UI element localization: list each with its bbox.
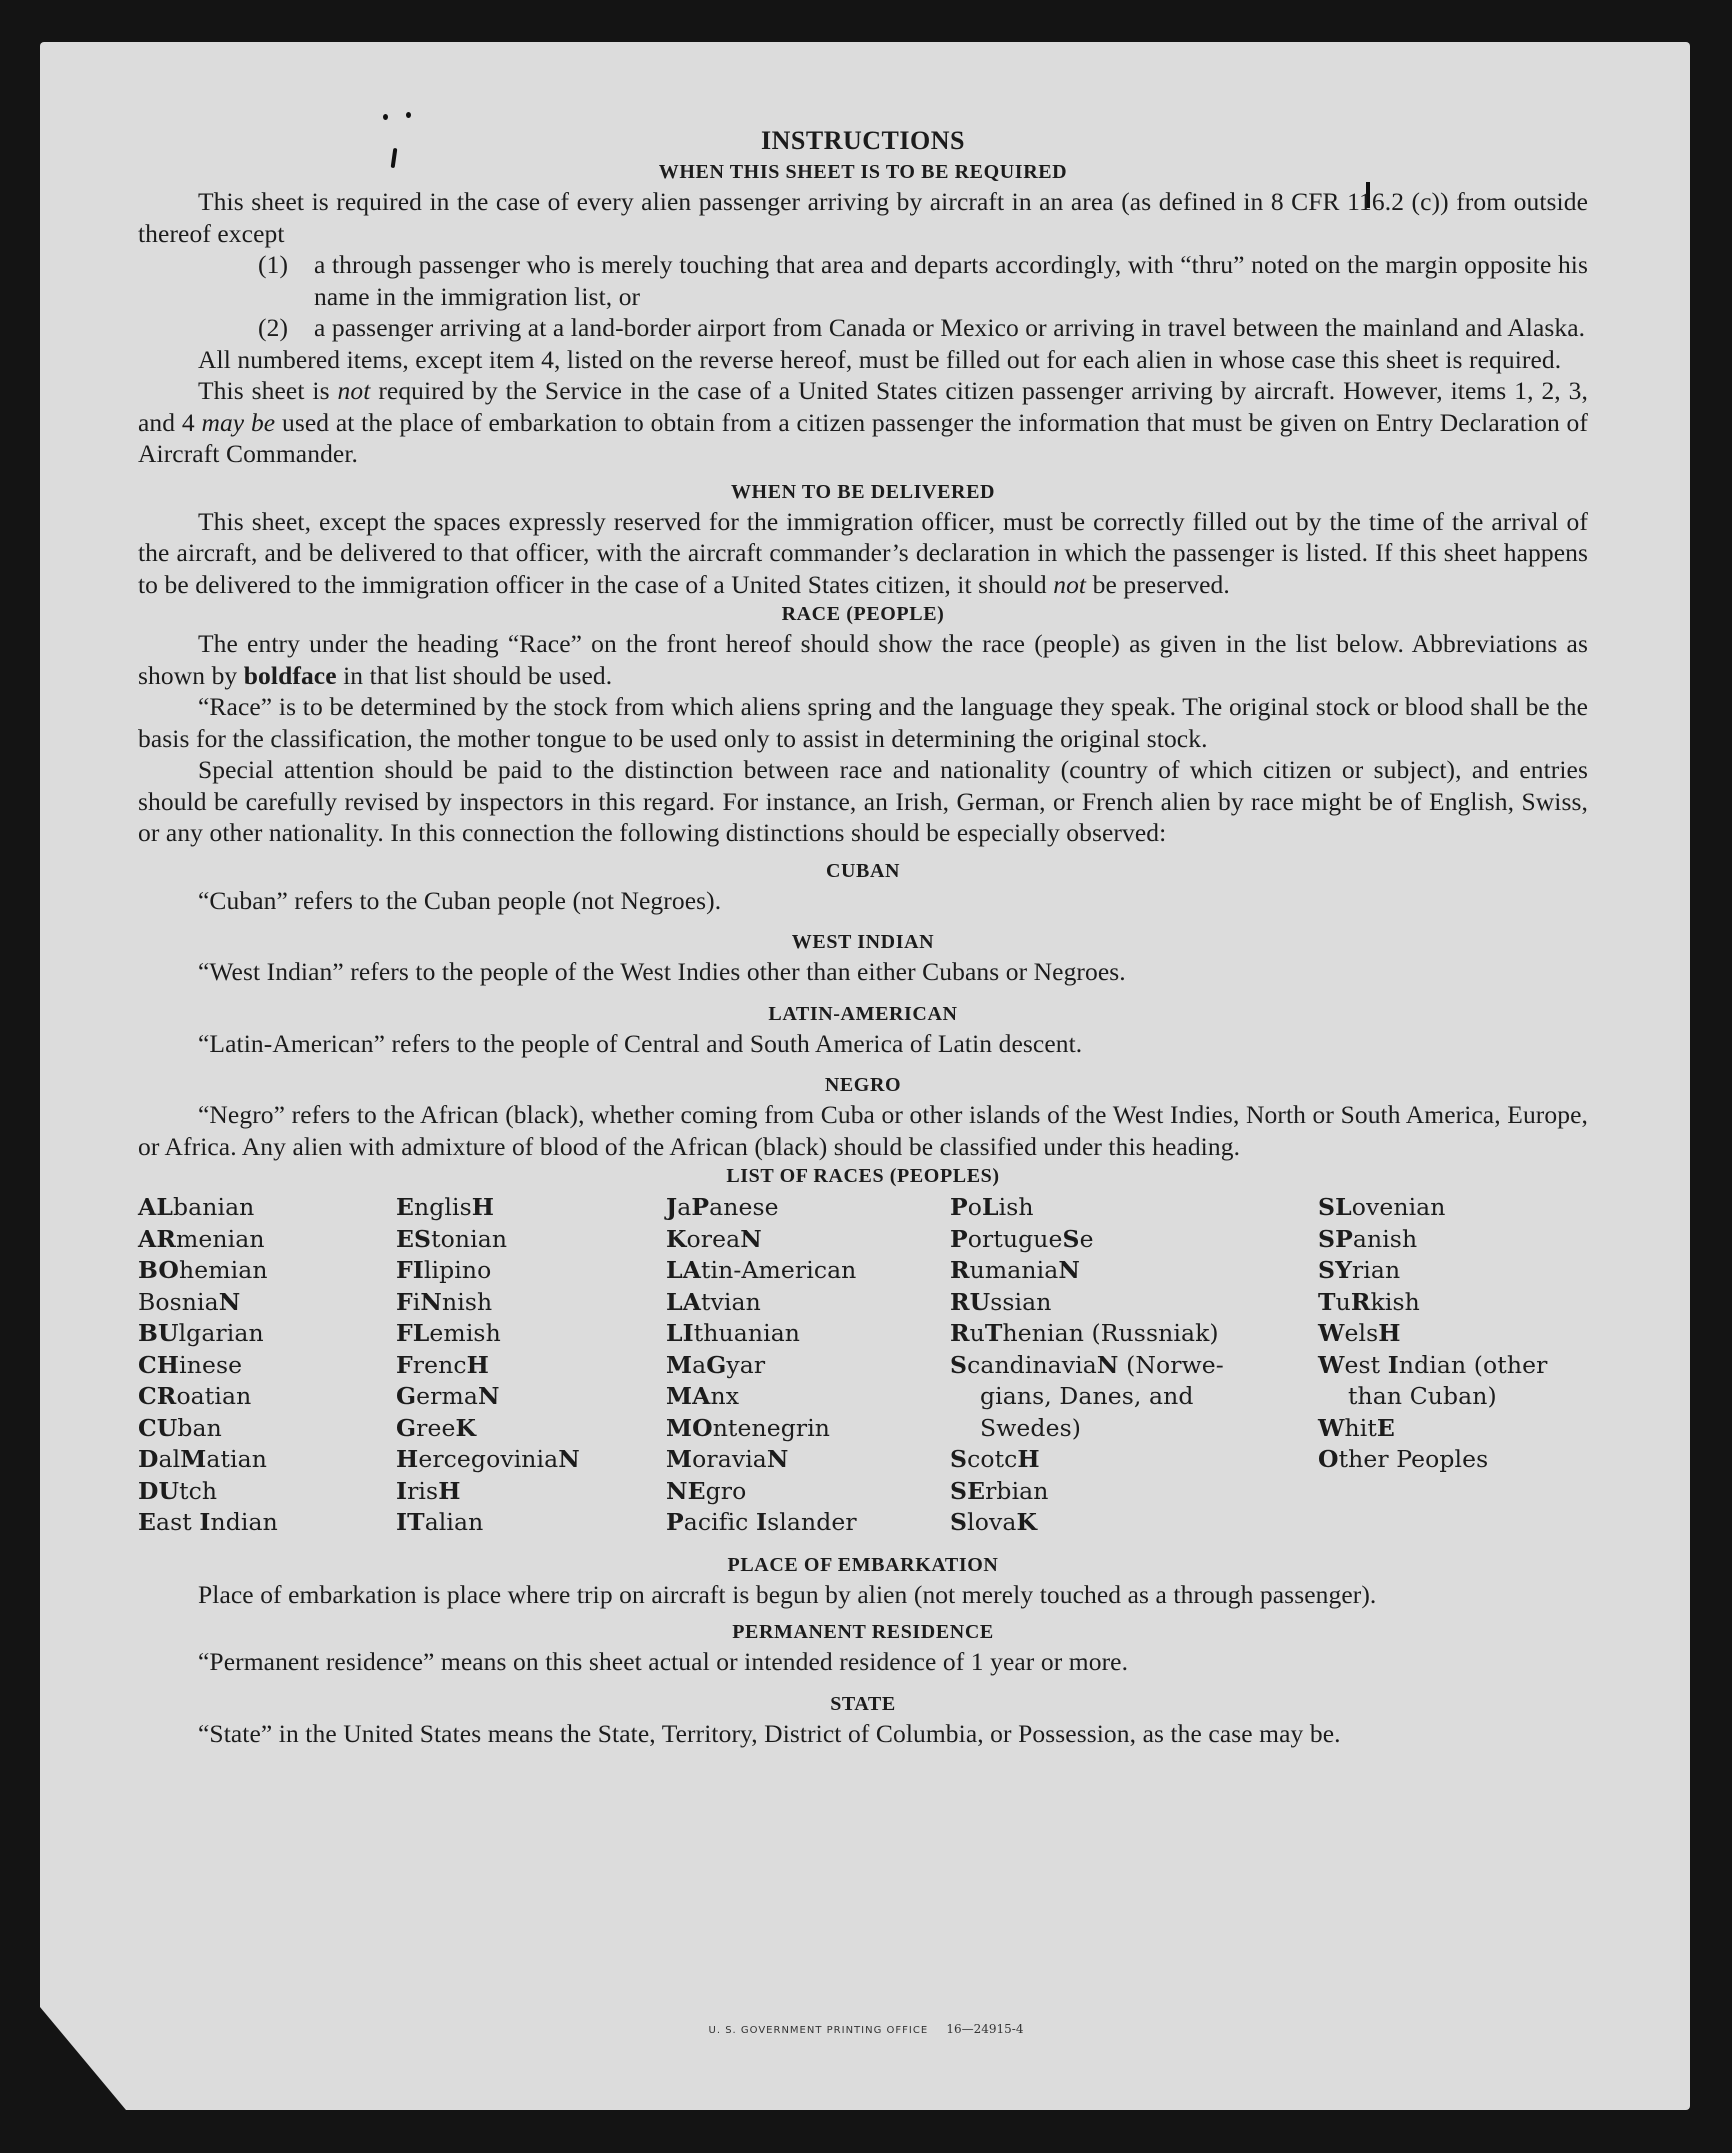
race-entry [396, 1476, 666, 1508]
race-text: yar [726, 1350, 766, 1379]
race-abbreviation: NE [666, 1476, 706, 1505]
required-para-2: All numbered items, except item 4, listed on the reverse hereof, must be filled out for each alien in whose case this sheet is required. [198, 344, 1562, 374]
race-abbreviation: SP [1318, 1224, 1353, 1253]
race-abbreviation: E [1376, 1413, 1395, 1442]
race-abbreviation: CH [138, 1350, 180, 1379]
race-entry [1318, 1350, 1588, 1382]
race-abbreviation: L [982, 1193, 999, 1221]
exception-item [258, 312, 1588, 344]
latin-american-definition: “Latin-American” refers to the people of Central and South America of Latin descent. [198, 1028, 1083, 1058]
required-intro: This sheet is required in the case of every alien passenger arriving by aircraft in an area (as defined in 8 CFR 116.2 (c)) from outside thereof except [138, 187, 1588, 248]
race-abbreviation: N [218, 1287, 241, 1316]
race-abbreviation: SE [950, 1476, 986, 1505]
race-text: i [412, 1287, 421, 1316]
race-entry [396, 1255, 666, 1287]
heading-latin-american: LATIN-AMERICAN [768, 1002, 958, 1025]
race-text: acific [683, 1508, 757, 1536]
race-abbreviation: SL [1318, 1193, 1352, 1221]
text-run: in that list should be used. [336, 660, 613, 690]
race-text: kish [1370, 1287, 1420, 1316]
printer-imprint [0, 2022, 1732, 2036]
race-para-2: “Race” is to be determined by the stock from which aliens spring and the language they speak. The original stock or blood shall be the basis for the classification, the mother tongue to be used only to assist in determining the original stock. [138, 692, 1588, 753]
cuban-definition: “Cuban” refers to the Cuban people (not Negroes). [198, 885, 722, 915]
race-text: hemian [178, 1256, 268, 1284]
race-abbreviation: FL [396, 1319, 430, 1347]
race-text: ortugue [967, 1224, 1063, 1253]
race-entry [950, 1192, 1318, 1224]
race-entry [138, 1350, 396, 1382]
race-abbreviation: I [199, 1508, 211, 1536]
race-text: ndian [210, 1508, 278, 1536]
race-abbreviation: P [950, 1224, 968, 1253]
race-text: rbian [985, 1476, 1049, 1505]
west-indian-definition: “West Indian” refers to the people of the West Indies other than either Cubans or Negroes. [198, 957, 1126, 986]
race-abbreviation: N [766, 1445, 789, 1473]
text-run: The entry under the heading “Race” on the front hereof should show the race (people) as given in the list below. Abbreviations as shown by [138, 629, 1588, 690]
race-text: nx [710, 1382, 740, 1410]
race-entry [666, 1318, 950, 1350]
race-entry [138, 1381, 396, 1413]
race-abbreviation: BU [138, 1319, 179, 1347]
race-abbreviation: LA [666, 1287, 701, 1316]
race-abbreviation: R [1350, 1287, 1371, 1316]
race-entry [138, 1287, 396, 1319]
race-abbreviation: FI [396, 1256, 424, 1284]
race-abbreviation: ES [396, 1224, 432, 1253]
race-para-3: Special attention should be paid to the distinction between race and nationality (country of which citizen or subject), and entries should be carefully revised by inspectors in this regard. For instance, an Irish, German, or French alien by race might be of English, Swiss, or any other nationality. In this connection the following distinctions should be especially observed: [138, 755, 1588, 847]
race-entry [138, 1444, 396, 1476]
race-entry [666, 1476, 950, 1508]
race-entry [138, 1224, 396, 1256]
heading-race: RACE (PEOPLE) [781, 603, 945, 625]
race-abbreviation: P [950, 1193, 968, 1221]
exception-text: a passenger arriving at a land-border airport from Canada or Mexico or arriving in travel between the mainland and Alaska. [314, 313, 1586, 342]
exception-item [258, 249, 1588, 312]
race-abbreviation: N [1096, 1350, 1119, 1379]
race-text: ssian [990, 1287, 1052, 1316]
race-entry [666, 1350, 950, 1382]
race-entry [396, 1444, 666, 1476]
race-text: tch [179, 1476, 218, 1505]
race-abbreviation: G [396, 1382, 417, 1410]
race-abbreviation: CR [138, 1382, 177, 1410]
race-entry [1318, 1318, 1588, 1350]
race-abbreviation: F [396, 1350, 413, 1379]
race-text: lova [967, 1508, 1017, 1536]
race-abbreviation: K [666, 1224, 687, 1253]
race-abbreviation: P [666, 1508, 684, 1536]
race-entry [396, 1318, 666, 1350]
race-text: orea [686, 1224, 741, 1253]
form-code: 16—24915-4 [946, 2022, 1024, 2036]
race-list [138, 1192, 1588, 1539]
scan-speck [383, 114, 388, 120]
heading-cuban: CUBAN [825, 859, 901, 882]
race-text: u [969, 1319, 985, 1347]
race-abbreviation: I [396, 1476, 408, 1505]
race-entry [950, 1287, 1318, 1319]
race-abbreviation: F [396, 1287, 413, 1316]
race-text: than Cuban) [1348, 1382, 1497, 1410]
race-entry [950, 1476, 1318, 1508]
italic-text: may be [201, 407, 276, 437]
race-entry [1318, 1413, 1588, 1445]
page-title: INSTRUCTIONS [761, 126, 965, 155]
race-text: e [1079, 1224, 1094, 1253]
race-text: ban [177, 1413, 222, 1442]
race-text: henian (Russniak) [1002, 1319, 1219, 1347]
race-text: ercegovinia [418, 1445, 559, 1473]
delivered-text [138, 506, 1588, 601]
race-abbreviation: K [1016, 1508, 1037, 1536]
race-entry [396, 1224, 666, 1256]
race-entry [666, 1444, 950, 1476]
race-abbreviation: N [478, 1382, 500, 1410]
race-text: hit [1344, 1413, 1377, 1442]
race-abbreviation: H [1017, 1445, 1040, 1473]
race-entry [1318, 1444, 1588, 1476]
race-entry [666, 1413, 950, 1445]
race-text: umania [969, 1256, 1059, 1284]
race-column [1318, 1192, 1588, 1539]
race-abbreviation: G [706, 1350, 727, 1379]
race-entry [396, 1192, 666, 1224]
residence-definition: “Permanent residence” means on this sheet actual or intended residence of 1 year or more. [198, 1647, 1129, 1676]
race-text: a [692, 1350, 707, 1379]
race-entry [666, 1224, 950, 1256]
race-text: ast [156, 1508, 200, 1536]
race-abbreviation: LI [666, 1319, 694, 1347]
race-entry [396, 1287, 666, 1319]
italic-text: not [337, 376, 371, 405]
race-column [396, 1192, 666, 1539]
race-abbreviation: G [396, 1413, 417, 1442]
race-abbreviation: I [1387, 1350, 1399, 1379]
race-abbreviation: M [666, 1350, 693, 1379]
race-text: Swedes) [980, 1413, 1081, 1442]
race-abbreviation: N [558, 1445, 580, 1473]
printer-name: U. S. GOVERNMENT PRINTING OFFICE [708, 2025, 929, 2036]
race-text: anish [1352, 1224, 1418, 1253]
race-abbreviation: S [950, 1445, 968, 1473]
race-abbreviation: S [950, 1508, 968, 1536]
race-abbreviation: BO [138, 1256, 179, 1284]
race-text: emish [429, 1319, 501, 1347]
race-entry [138, 1192, 396, 1224]
race-entry [396, 1381, 666, 1413]
race-text: thuanian [693, 1319, 801, 1347]
text-run: required by the Service in the case of a United States citizen passenger arriving by aircraft. However, items 1, 2, 3, and 4 [138, 376, 1588, 437]
race-text: banian [172, 1193, 255, 1221]
race-abbreviation: RU [950, 1287, 991, 1316]
race-text: lipino [423, 1256, 492, 1284]
italic-text: not [1053, 569, 1087, 599]
race-text: ther Peoples [1338, 1445, 1489, 1473]
exception-number: (2) [258, 313, 289, 342]
bold-text: boldface [243, 660, 337, 690]
race-abbreviation: M [180, 1445, 207, 1473]
race-text: ovenian [1351, 1193, 1446, 1221]
race-abbreviation: S [1062, 1224, 1080, 1253]
race-abbreviation: W [1318, 1350, 1345, 1379]
race-text: nglis [414, 1193, 472, 1221]
heading-list-of-races: LIST OF RACES (PEOPLES) [726, 1165, 1000, 1187]
race-entry [1318, 1255, 1588, 1287]
race-abbreviation: AL [138, 1193, 173, 1221]
race-entry [666, 1255, 950, 1287]
race-entry [950, 1350, 1318, 1382]
race-abbreviation: N [1058, 1256, 1080, 1284]
race-text: al [158, 1445, 181, 1473]
race-text: lgarian [178, 1319, 264, 1347]
text-run: This sheet is [198, 376, 338, 405]
race-entry [1318, 1224, 1588, 1256]
race-abbreviation: LA [666, 1256, 701, 1284]
race-text: tvian [700, 1287, 761, 1316]
race-entry [666, 1192, 950, 1224]
race-text: ntenegrin [712, 1413, 831, 1442]
race-entry [666, 1381, 950, 1413]
race-abbreviation: IT [396, 1508, 425, 1536]
race-entry [950, 1413, 1318, 1445]
race-column [138, 1192, 396, 1539]
race-abbreviation: I [756, 1508, 768, 1536]
heading-west-indian: WEST INDIAN [791, 931, 935, 953]
race-abbreviation: S [950, 1350, 968, 1379]
race-entry [666, 1287, 950, 1319]
race-text: a [677, 1193, 692, 1221]
race-abbreviation: K [455, 1413, 477, 1442]
race-text: oatian [176, 1382, 252, 1410]
race-abbreviation: H [396, 1445, 419, 1473]
heading-place-of-embarkation: PLACE OF EMBARKATION [727, 1553, 999, 1576]
race-column [950, 1192, 1318, 1539]
heading-state: STATE [830, 1692, 896, 1715]
negro-definition: “Negro” refers to the African (black), whether coming from Cuba or other islands of the West Indies, North or South America, Europe, or Africa. Any alien with admixture of blood of the African (black) should be classified under this heading. [138, 1100, 1588, 1161]
race-entry [396, 1413, 666, 1445]
heading-when-delivered: WHEN TO BE DELIVERED [730, 480, 996, 503]
race-text: menian [175, 1224, 265, 1253]
race-text: els [1344, 1319, 1379, 1347]
race-text: inese [179, 1350, 243, 1379]
race-abbreviation: MO [666, 1413, 713, 1442]
text-run: used at the place of embarkation to obtain from a citizen passenger the information that must be given on Entry Declaration of Aircraft Commander. [138, 407, 1588, 468]
race-entry [138, 1507, 396, 1539]
race-abbreviation: D [138, 1445, 159, 1473]
race-abbreviation: DU [138, 1476, 180, 1505]
race-text: slander [767, 1508, 857, 1536]
race-text: est [1344, 1350, 1388, 1379]
heading-when-required: WHEN THIS SHEET IS TO BE REQUIRED [658, 161, 1068, 183]
race-abbreviation: J [666, 1193, 678, 1221]
race-text: atian [206, 1445, 267, 1473]
race-text: anese [709, 1193, 779, 1221]
race-text: ish [998, 1193, 1034, 1221]
race-entry [666, 1507, 950, 1539]
race-text: cotc [967, 1445, 1018, 1473]
race-text: tonian [431, 1224, 508, 1253]
race-abbreviation: AR [138, 1224, 176, 1253]
race-text: nish [442, 1287, 493, 1316]
race-abbreviation: H [466, 1350, 489, 1379]
embarkation-definition: Place of embarkation is place where trip on aircraft is begun by alien (not merely touched as a through passenger). [198, 1579, 1377, 1609]
race-entry [950, 1444, 1318, 1476]
race-text: alian [424, 1508, 484, 1536]
race-abbreviation: T [1318, 1287, 1336, 1316]
exception-number: (1) [258, 250, 289, 279]
race-text: tin-American [700, 1256, 857, 1284]
race-abbreviation: M [666, 1445, 693, 1473]
race-abbreviation: H [1378, 1319, 1401, 1347]
race-abbreviation: N [740, 1224, 762, 1253]
heading-negro: NEGRO [824, 1074, 902, 1096]
state-definition: “State” in the United States means the State, Territory, District of Columbia, or Possession, as the case may be. [198, 1718, 1341, 1748]
race-entry [138, 1413, 396, 1445]
race-entry [1318, 1192, 1588, 1224]
race-abbreviation: CU [138, 1413, 178, 1442]
race-abbreviation: R [950, 1319, 970, 1347]
race-abbreviation: W [1318, 1319, 1345, 1347]
race-abbreviation: E [396, 1193, 415, 1221]
race-abbreviation: T [984, 1319, 1003, 1347]
text-run: be preserved. [1086, 569, 1230, 599]
race-entry [950, 1318, 1318, 1350]
race-entry [138, 1476, 396, 1508]
race-text: rian [1351, 1256, 1401, 1284]
race-entry [950, 1224, 1318, 1256]
race-entry [138, 1255, 396, 1287]
heading-permanent-residence: PERMANENT RESIDENCE [732, 1621, 994, 1643]
race-text: o [967, 1193, 983, 1221]
race-text: oravia [692, 1445, 767, 1473]
race-abbreviation: MA [666, 1382, 711, 1410]
exception-text: a through passenger who is merely touching that area and departs accordingly, with “thru” noted on the margin opposite his name in the immigration list, or [314, 250, 1588, 311]
race-abbreviation: E [138, 1508, 157, 1536]
race-abbreviation: H [438, 1476, 461, 1505]
race-abbreviation: O [1318, 1445, 1339, 1473]
race-text: gians, Danes, and [980, 1382, 1194, 1410]
race-entry [138, 1318, 396, 1350]
race-entry [1318, 1287, 1588, 1319]
race-entry [950, 1381, 1318, 1413]
race-para-1 [138, 628, 1588, 691]
race-entry [1318, 1381, 1588, 1413]
race-text: Bosnia [138, 1287, 219, 1316]
race-entry [396, 1350, 666, 1382]
scan-speck [406, 112, 411, 118]
race-entry [950, 1507, 1318, 1539]
race-entry [950, 1255, 1318, 1287]
required-para-3 [138, 375, 1588, 470]
race-abbreviation: W [1318, 1413, 1345, 1442]
race-text: u [1335, 1287, 1351, 1316]
race-text: erma [416, 1382, 479, 1410]
race-abbreviation: R [950, 1256, 970, 1284]
document-content [138, 124, 1588, 1749]
text-run: This sheet, except the spaces expressly reserved for the immigration officer, must be correctly filled out by the time of the arrival of the aircraft, and be delivered to that officer, with the aircraft commander’s declaration in which the passenger is listed. If this sheet happens to be delivered to the immigration officer in the case of a United States citizen, it should [138, 506, 1588, 599]
race-text: ree [416, 1413, 456, 1442]
race-text: gro [705, 1476, 747, 1505]
race-entry [396, 1507, 666, 1539]
race-abbreviation: N [420, 1287, 443, 1316]
race-text: candinavia [967, 1350, 1097, 1379]
race-abbreviation: SY [1318, 1256, 1352, 1284]
race-abbreviation: H [471, 1193, 495, 1221]
race-abbreviation: P [691, 1193, 710, 1221]
race-text: ndian (other [1398, 1350, 1548, 1379]
race-column [666, 1192, 950, 1539]
race-text: ris [407, 1476, 439, 1505]
race-text: renc [412, 1350, 467, 1379]
race-text: (Norwe- [1118, 1350, 1224, 1379]
